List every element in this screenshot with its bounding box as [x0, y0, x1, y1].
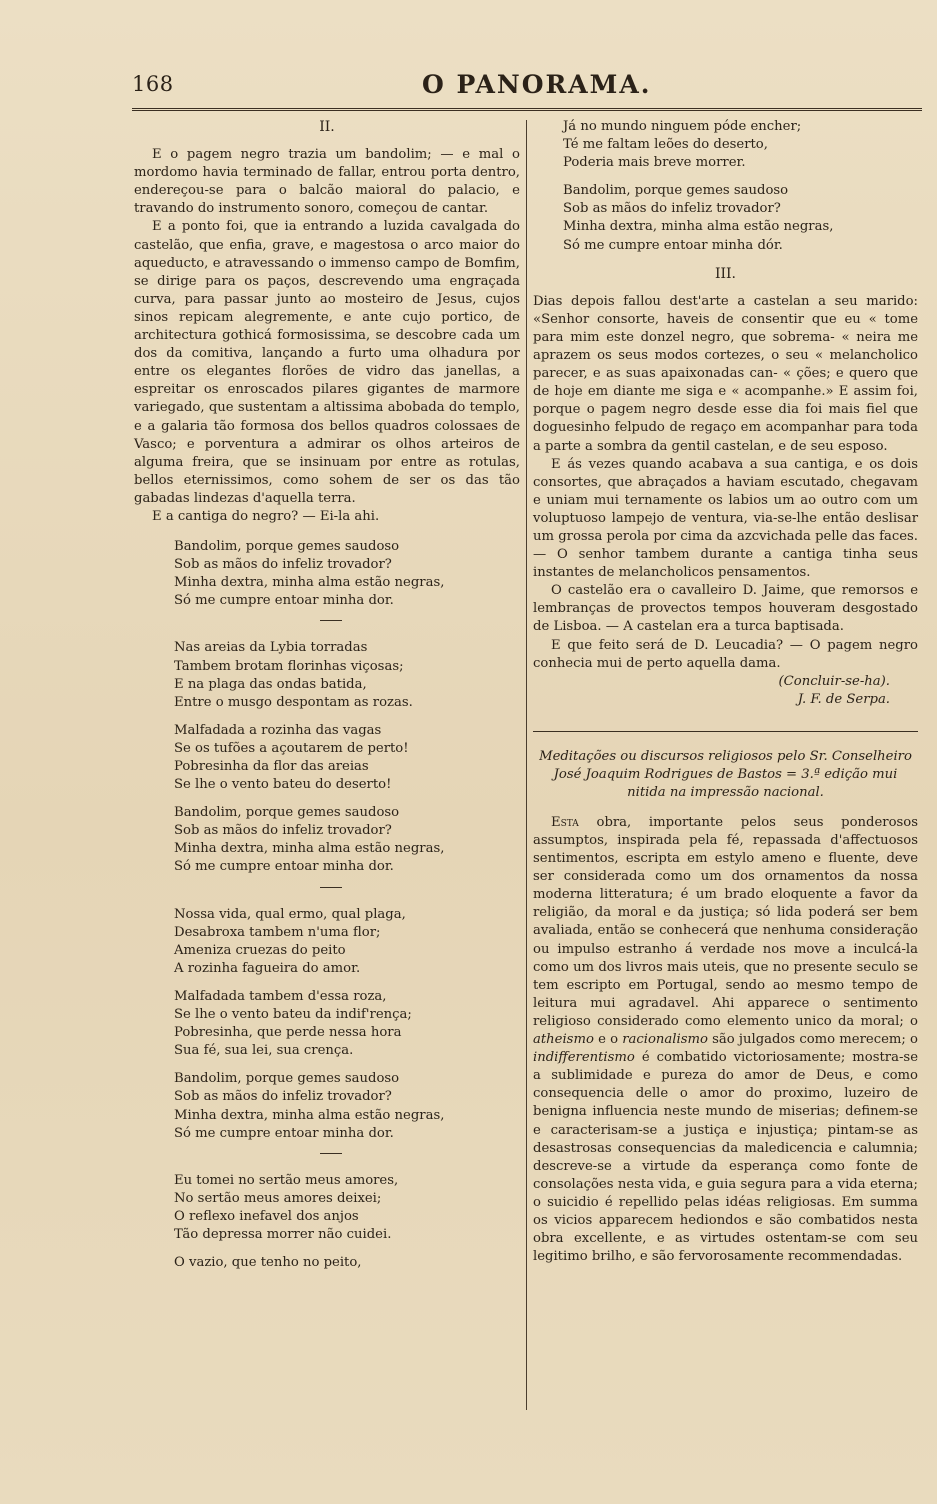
section-heading-2: II.	[319, 119, 335, 135]
poem-line: Sob as mãos do infeliz trovador?	[563, 201, 781, 217]
poem-stanza	[563, 182, 918, 254]
poem-stanza	[174, 1172, 520, 1244]
poem-line: Ameniza cruezas do peito	[174, 942, 346, 958]
poem-line: A rozinha fagueira do amor.	[174, 960, 361, 976]
poem-line: Minha dextra, minha alma estão negras,	[174, 1107, 445, 1123]
poem-line: E na plaga das ondas batida,	[174, 676, 367, 692]
poem-line: Malfadada a rozinha das vagas	[174, 722, 382, 738]
paragraph: E ás vezes quando acabava a sua cantiga, e os dois consortes, que abraçados a haviam escutado, chegavam e uniam mui ternamente os labios um ao outro com um voluptuoso lampejo de ventura, via-se-lhe então deslisar um grossa perola por cima da azcvichada pelle das faces. — O senhor tambem durante a cantiga tinha seus instantes de melancholicos pensamentos.	[533, 456, 918, 581]
review-title: Meditações ou discursos religiosos pelo Sr. Conselheiro José Joaquim Rodrigues de Bastos = 3.ª edição mui nitida na impressão nacional.	[539, 748, 912, 800]
poem-line: Malfadada tambem d'essa roza,	[174, 988, 387, 1004]
poem-stanza	[563, 118, 918, 172]
poem-stanza	[174, 722, 520, 794]
paragraph: E a cantiga do negro? — Ei-la ahi.	[152, 508, 380, 524]
poem-line: Minha dextra, minha alma estão negras,	[174, 841, 445, 857]
review-text: são julgados como merecem; o	[707, 1032, 918, 1048]
poem-line: Só me cumpre entoar minha dor.	[174, 593, 394, 609]
poem-line: O vazio, que tenho no peito,	[174, 1255, 362, 1271]
poem-line: Pobresinha, que perde nessa hora	[174, 1025, 402, 1041]
poem-line: Minha dextra, minha alma estão negras,	[563, 219, 834, 235]
poem-stanza	[174, 639, 520, 711]
author-signature: J. F. de Serpa.	[797, 691, 890, 707]
paragraph: E o pagem negro trazia um bandolim; — e mal o mordomo havia terminado de fallar, entrou porta dentro, endereçou-se para o balcão maioral do palacio, e travando do instrumento sonoro, começou de cantar.	[134, 147, 520, 217]
poem-line: Pobresinha da flor das areias	[174, 759, 369, 774]
poem-line: Nossa vida, qual ermo, qual plaga,	[174, 906, 406, 922]
right-column	[533, 118, 918, 1418]
stanza-separator	[320, 620, 342, 621]
poem-line: Bandolim, porque gemes saudoso	[174, 539, 400, 555]
page-number: 168	[132, 72, 174, 96]
stanza-separator	[320, 1153, 342, 1154]
review-text: é combatido victoriosamente; mostra-se a sublimidade e pureza do amor de Deus, e como consequencia delle o amor do proximo, luzeiro de benigna influencia neste mundo de miserias; definem-se e caracterisam-se a justiça e injustiça; pintam-se as desastrosas consequencias da maledicencia e calumnia; descreve-se a virtude da esperança como fonte de consolações nesta vida, e guia segura para a vida eterna; o suicidio é repellido pelas idéas religiosas. Em summa os vicios apparecem hediondos e são combatidos nesta obra excellente, e as virtudes ostentam-se com seu legitimo brilho, e são fervorosamente recommendadas.	[533, 1050, 918, 1265]
poem-line: Já no mundo ninguem póde encher;	[563, 119, 802, 134]
journal-title: O PANORAMA.	[422, 70, 652, 99]
stanza-separator	[320, 887, 342, 888]
poem-line: Se lhe o vento bateu do deserto!	[174, 777, 392, 793]
poem-line: Só me cumpre entoar minha dór.	[563, 237, 783, 253]
poem-line: Bandolim, porque gemes saudoso	[174, 805, 400, 821]
poem-line: Minha dextra, minha alma estão negras,	[174, 575, 445, 591]
poem-line: Eu tomei no sertão meus amores,	[174, 1172, 399, 1188]
poem-line: Poderia mais breve morrer.	[563, 155, 746, 171]
poem-line: Se lhe o vento bateu da indif'rença;	[174, 1007, 412, 1023]
poem-line: Desabroxa tambem n'uma flor;	[174, 924, 381, 940]
column-divider	[526, 120, 527, 1410]
poem-line: Bandolim, porque gemes saudoso	[563, 183, 789, 199]
poem-stanza	[174, 1070, 520, 1142]
poem-continuation	[563, 118, 918, 255]
header-rule	[132, 108, 922, 111]
poem-line: Sob as mãos do infeliz trovador?	[174, 557, 392, 573]
continuation-note: (Concluir-se-ha).	[778, 673, 890, 689]
left-column	[134, 118, 520, 1418]
poem-line: Té me faltam leões do deserto,	[563, 137, 768, 153]
poem-line: Se os tufões a açoutarem de perto!	[174, 740, 409, 756]
review-term: atheismo	[533, 1032, 594, 1048]
paragraph: Dias depois fallou dest'arte a castelan a seu marido: «Senhor consorte, haveis de consentir que eu « tome para mim este donzel negro, que sobrema- « neira me aprazem os seus modos cortezes, o seu « melancholico parecer, e as suas apaixonadas can- « ções; e quero que de hoje em diante me siga e « acompanhe.» E assim foi, porque o pagem negro desde esse dia foi mais fiel que doguesinho felpudo de regaço em acompanhar para toda a parte a sombra da gentil castelan, e de seu esposo.	[533, 293, 918, 454]
section-rule	[533, 731, 918, 732]
poem-line: Tambem brotam florinhas viçosas;	[174, 658, 404, 674]
poem-line: Sob as mãos do infeliz trovador?	[174, 1089, 392, 1105]
review-lead-word: Esta	[551, 814, 579, 830]
poem-line: Só me cumpre entoar minha dor.	[174, 1125, 394, 1141]
poem-line: Tão depressa morrer não cuidei.	[174, 1226, 392, 1242]
poem-stanza	[174, 988, 520, 1060]
review-text: obra, importante pelos seus ponderosos assumptos, inspirada pela fé, repassada d'affectuosos sentimentos, escripta em estylo ameno e fluente, deve ser considerada como um dos ornamentos da nossa moderna litteratura; é um brado eloquente a favor da religião, da moral e da justiça; só lida poderá ser bem avaliada, então se conhecerá que nenhuma consideração ou impulso estranho á verdade nos move a inculcá-la como um dos livros mais uteis, que no presente seculo se tem escripto em Portugal, sendo ao mesmo tempo de leitura mui agradavel. Ahi apparece o sentimento religioso considerado como elemento unico da moral; o	[533, 814, 918, 1029]
poem-line: O reflexo inefavel dos anjos	[174, 1208, 359, 1224]
review-body	[533, 814, 918, 1266]
review-term: indifferentismo	[533, 1050, 635, 1066]
review-term: racionalismo	[622, 1032, 708, 1048]
poem-line: No sertão meus amores deixei;	[174, 1190, 382, 1206]
page-header	[132, 72, 922, 106]
poem-stanza	[174, 538, 520, 610]
poem-line: Só me cumpre entoar minha dor.	[174, 859, 394, 875]
review-text: e o	[593, 1032, 623, 1048]
paragraph: O castelão era o cavalleiro D. Jaime, que remorsos e lembranças de provectos tempos houveram desgostado de Lisboa. — A castelan era a turca baptisada.	[533, 583, 918, 635]
poem-line: Bandolim, porque gemes saudoso	[174, 1071, 400, 1087]
poem-stanza	[174, 1254, 520, 1272]
poem-stanza	[174, 804, 520, 876]
paragraph: E a ponto foi, que ia entrando a luzida cavalgada do castelão, que enfia, grave, e magestosa o arco maior do aqueducto, e atravessando o immenso campo de Bomfim, se dirige para os paços, descrevendo uma engraçada curva, para passar junto ao mosteiro de Jesus, cujos sinos repicam alegremente, e ante cujo portico, de architectura gothicá formosissima, se descobre cada um dos da comitiva, lançando a furto uma olhadura por entre os elegantes florões de vidro das janellas, a espreitar os enroscados pilares gigantes de marmore variegado, que sustentam a altissima abobada do templo, e a galaria tão formosa dos bellos quadros colossaes de Vasco; e porventura a admirar os olhos arteiros de alguma freira, que se insinuam por entre as rotulas, bellos eternissimos, como sohem de ser os das tão gabadas lindezas d'aquella terra.	[134, 219, 520, 506]
paragraph: E que feito será de D. Leucadia? — O pagem negro conhecia mui de perto aquella dama.	[533, 637, 918, 671]
poem-line: Sob as mãos do infeliz trovador?	[174, 823, 392, 839]
poem-line: Nas areias da Lybia torradas	[174, 640, 368, 656]
section-heading-3: III.	[714, 265, 737, 282]
poem-line: Sua fé, sua lei, sua crença.	[174, 1043, 354, 1059]
poem	[174, 538, 520, 1272]
poem-line: Entre o musgo despontam as rozas.	[174, 694, 413, 710]
poem-stanza	[174, 906, 520, 978]
